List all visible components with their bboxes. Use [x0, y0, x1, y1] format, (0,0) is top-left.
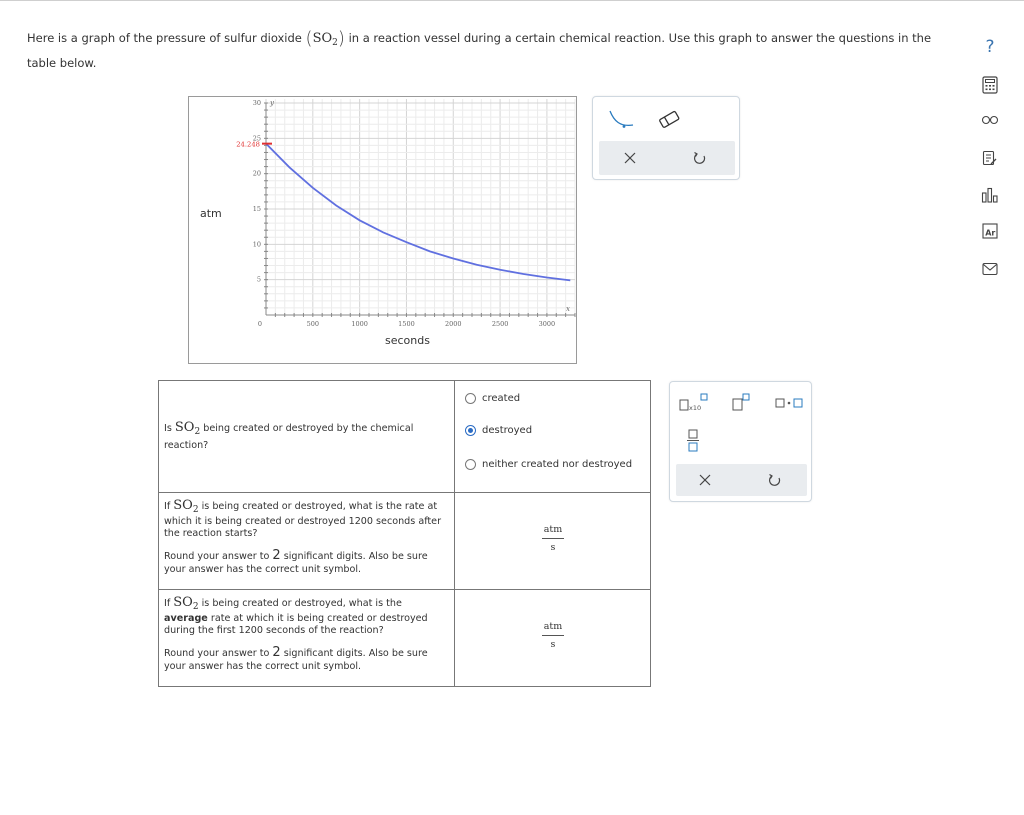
x-tick-label: 3000: [538, 320, 556, 328]
pressure-curve: [266, 144, 570, 281]
prompt-formula: $SO_2$: [312, 31, 338, 48]
question-3: If $SO_2$ is being created or destroyed, what is the average rate at which it is being created or destroyed during the first 1200 seconds of the reaction? Round your answer to 2 significant digits. Also be sure your answer has the correct unit symbol.: [159, 590, 455, 687]
answer-3-unit[interactable]: atm s: [543, 621, 563, 650]
y-tick-label: 20: [252, 169, 261, 178]
prompt-text-1: Here is a graph of the pressure of sulfur dioxide: [27, 31, 306, 45]
radio-destroyed[interactable]: [465, 425, 476, 436]
y-tick-label: 30: [252, 99, 261, 107]
sci-notation-icon[interactable]: [676, 392, 712, 414]
superscript-icon[interactable]: [726, 392, 756, 414]
fraction-icon[interactable]: [678, 426, 708, 454]
initial-value-label: 24.248: [236, 140, 260, 149]
answer-2-unit[interactable]: atm s: [543, 524, 563, 553]
glasses-icon[interactable]: [980, 110, 1000, 130]
help-icon[interactable]: ?: [985, 37, 995, 57]
question-table: [158, 380, 651, 687]
option-neither[interactable]: neither created nor destroyed: [465, 459, 632, 470]
notes-icon[interactable]: [980, 148, 1000, 168]
math-tool-panel: [669, 381, 812, 502]
pressure-graph[interactable]: [188, 96, 577, 364]
x-tick-label: 2500: [491, 320, 509, 328]
chart-icon[interactable]: [980, 185, 1000, 205]
question-1: Is $SO_2$ being created or destroyed by the chemical reaction?: [159, 381, 455, 493]
option-created[interactable]: created: [465, 393, 520, 404]
mail-icon[interactable]: [980, 259, 1000, 279]
math-undo-icon[interactable]: [762, 467, 788, 493]
question-prompt: Here is a graph of the pressure of sulfur dioxide $(SO_2)$ in a reaction vessel during a certain chemical reaction. Use this graph to answer the questions in the table below.: [27, 28, 932, 70]
radio-neither[interactable]: [465, 459, 476, 470]
x-tick-label: 1500: [398, 320, 415, 328]
y-tick-label: 25: [252, 134, 261, 143]
y-tick-label: 10: [252, 240, 261, 249]
graph-canvas[interactable]: [189, 97, 578, 365]
graph-tool-panel: [592, 96, 740, 180]
y-axis-symbol: y: [270, 99, 274, 107]
radio-created[interactable]: [465, 393, 476, 404]
origin-label: 0: [257, 320, 263, 328]
eraser-icon[interactable]: [651, 105, 687, 133]
y-tick-label: 15: [252, 205, 261, 213]
calculator-icon[interactable]: [980, 75, 1000, 95]
y-tick-label: 5: [256, 275, 261, 284]
y-axis-label: atm: [200, 207, 222, 220]
x-axis-label: seconds: [385, 334, 430, 347]
curve-tool-icon[interactable]: [603, 105, 639, 133]
multiply-dot-icon[interactable]: [770, 392, 808, 414]
x-axis-symbol: x: [566, 305, 570, 313]
svg-text:Ar: Ar: [985, 228, 996, 238]
question-2: If $SO_2$ is being created or destroyed, what is the rate at which it is being created or destroyed 1200 seconds after the reaction starts? Round your answer to 2 significant digits. Also be sure your answer has the correct unit symbol.: [159, 493, 455, 590]
math-clear-icon[interactable]: [692, 467, 718, 493]
x-tick-label: 2000: [444, 320, 462, 328]
prompt-text-2: in a reaction vessel during a certain chemical reaction. Use this graph to answer the questions in the table below.: [27, 31, 932, 70]
option-destroyed[interactable]: destroyed: [465, 425, 532, 436]
x-tick-label: 500: [306, 320, 320, 328]
clear-icon[interactable]: [617, 145, 643, 171]
periodic-table-icon[interactable]: [980, 221, 1000, 241]
undo-icon[interactable]: [687, 145, 713, 171]
x-tick-label: 1000: [351, 320, 368, 328]
svg-text:x10: x10: [689, 404, 702, 412]
